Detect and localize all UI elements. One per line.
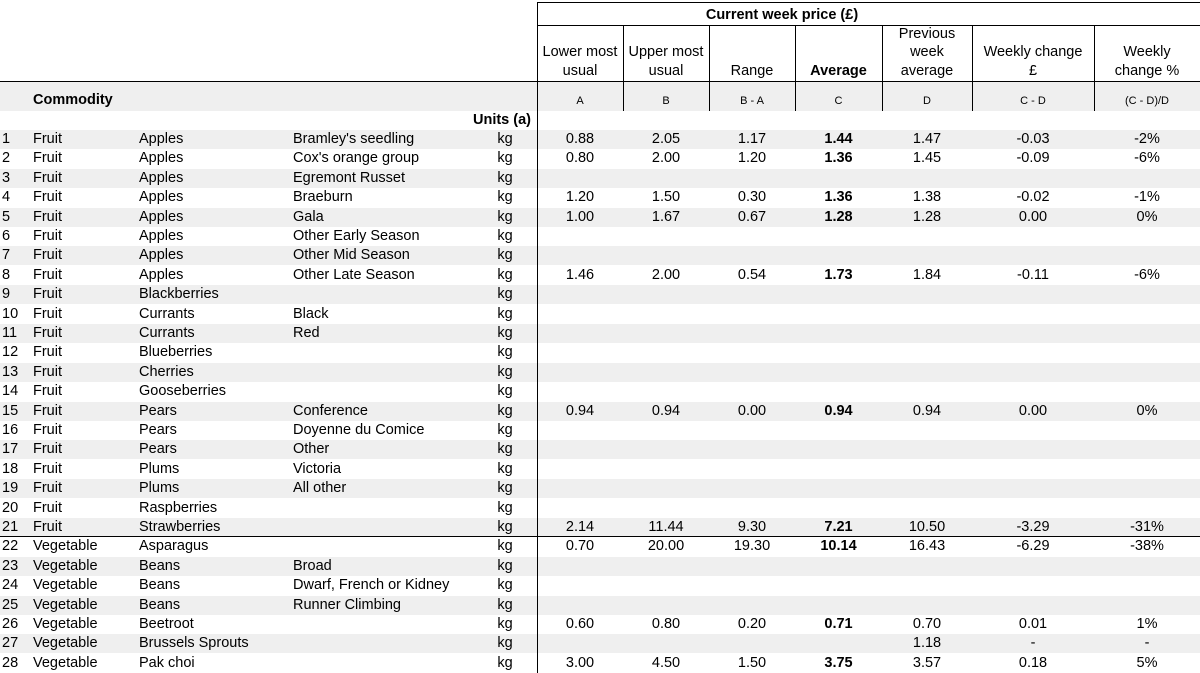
row-number: 14: [2, 383, 19, 400]
row-value-a: 0.80: [565, 150, 595, 167]
row-variety: Dwarf, French or Kidney: [293, 577, 450, 594]
units-label: Units (a): [473, 112, 531, 128]
row-value-r: 19.30: [733, 538, 771, 555]
row-variety: Cox's orange group: [293, 150, 420, 167]
row-category: Vegetable: [33, 557, 98, 574]
row-number: 11: [2, 325, 18, 341]
row-number: 16: [2, 422, 19, 438]
row-band: [0, 440, 1200, 459]
column-header-line: Previous: [898, 25, 956, 42]
row-value-a: 1.20: [565, 189, 595, 206]
row-category: Fruit: [33, 131, 62, 147]
row-number: 2: [2, 150, 11, 167]
row-value-a: 3.00: [565, 654, 595, 671]
column-code: D: [923, 95, 931, 107]
row-unit: kg: [497, 441, 513, 458]
row-number: 17: [2, 441, 19, 458]
row-unit: kg: [497, 131, 513, 147]
row-value-b: 4.50: [651, 654, 681, 671]
row-number: 20: [2, 499, 19, 516]
row-commodity: Pears: [139, 422, 177, 438]
row-category: Fruit: [33, 305, 62, 322]
row-number: 22: [2, 538, 19, 555]
row-value-c: 0.71: [824, 616, 853, 632]
row-value-chg: -0.02: [1016, 189, 1050, 206]
row-variety: Other: [293, 441, 330, 458]
row-value-a: 2.14: [565, 519, 595, 535]
row-value-c: 10.14: [820, 538, 857, 555]
row-number: 15: [2, 402, 19, 419]
row-unit: kg: [497, 344, 513, 361]
row-value-c: 1.28: [824, 208, 853, 225]
row-value-c: 7.21: [824, 519, 853, 535]
row-category: Fruit: [33, 363, 62, 380]
row-value-chg: -0.11: [1017, 266, 1049, 283]
row-variety: Gala: [293, 208, 324, 225]
row-value-b: 2.00: [651, 266, 681, 283]
row-value-d: 1.47: [912, 131, 942, 147]
row-value-b: 2.00: [651, 150, 681, 167]
row-number: 7: [2, 247, 11, 264]
row-variety: Other Late Season: [293, 266, 415, 283]
row-commodity: Raspberries: [139, 499, 218, 516]
row-number: 10: [2, 305, 19, 322]
row-value-d: 1.38: [912, 189, 942, 206]
row-variety: Other Mid Season: [293, 247, 410, 264]
row-value-b: 11.44: [648, 519, 684, 535]
row-value-pct: -1%: [1134, 189, 1160, 206]
row-number: 13: [2, 363, 19, 380]
row-value-d: 1.28: [912, 208, 942, 225]
row-category: Fruit: [33, 266, 62, 283]
row-category: Vegetable: [33, 577, 98, 594]
row-variety: Other Early Season: [293, 228, 420, 244]
row-unit: kg: [497, 480, 513, 497]
column-header-line: usual: [562, 62, 598, 79]
row-number: 21: [2, 519, 19, 535]
row-value-a: 0.88: [565, 131, 595, 147]
row-category: Fruit: [33, 460, 62, 477]
row-category: Fruit: [33, 422, 62, 438]
row-number: 12: [2, 344, 19, 361]
row-value-c: 1.44: [824, 131, 853, 147]
row-commodity: Beans: [139, 596, 181, 613]
row-variety: Black: [293, 305, 329, 322]
row-value-pct: -: [1144, 635, 1150, 652]
column-header-line: Upper most: [628, 44, 704, 60]
row-unit: kg: [497, 422, 513, 438]
row-value-a: 0.94: [565, 402, 595, 419]
row-commodity: Currants: [139, 325, 195, 341]
row-value-b: 0.80: [651, 616, 681, 632]
row-variety: Victoria: [293, 460, 342, 477]
group-title: Current week price (£): [705, 7, 859, 23]
row-value-pct: -6%: [1134, 150, 1160, 167]
row-unit: kg: [497, 557, 513, 574]
column-header-line: Weekly change: [983, 44, 1083, 60]
group-title-underline: [537, 25, 1200, 26]
row-unit: kg: [497, 228, 513, 244]
column-header-line: week: [910, 44, 944, 60]
row-unit: kg: [497, 247, 513, 264]
row-commodity: Brussels Sprouts: [139, 635, 249, 652]
row-commodity: Pak choi: [139, 654, 195, 671]
row-value-pct: -31%: [1130, 519, 1164, 535]
row-unit: kg: [497, 286, 513, 303]
row-value-d: 1.18: [912, 635, 942, 652]
row-value-chg: -: [1030, 635, 1036, 652]
row-number: 23: [2, 557, 19, 574]
column-code: B: [662, 95, 670, 107]
row-value-d: 1.84: [912, 266, 942, 283]
header-top-border: [537, 2, 1200, 3]
row-value-r: 1.17: [737, 131, 767, 147]
row-category: Vegetable: [33, 635, 98, 652]
row-category: Fruit: [33, 499, 62, 516]
row-commodity: Asparagus: [139, 538, 209, 555]
row-commodity: Pears: [139, 441, 177, 458]
row-value-r: 0.30: [737, 189, 767, 206]
row-commodity: Apples: [139, 131, 184, 147]
row-value-d: 10.50: [908, 519, 946, 535]
row-variety: Bramley's seedling: [293, 131, 415, 147]
column-header-line: Lower most: [542, 44, 618, 60]
row-value-chg: 0.00: [1018, 208, 1048, 225]
row-unit: kg: [497, 208, 513, 225]
row-variety: Broad: [293, 557, 332, 574]
row-variety: Braeburn: [293, 189, 353, 206]
row-value-pct: 5%: [1136, 654, 1158, 671]
row-category: Fruit: [33, 286, 62, 303]
column-header-line: average: [900, 62, 954, 79]
row-value-a: 0.70: [565, 538, 595, 555]
row-value-r: 0.54: [737, 266, 767, 283]
column-header-line: Average: [810, 62, 867, 79]
column-code: C: [834, 95, 843, 107]
row-unit: kg: [497, 266, 513, 283]
row-value-chg: -3.29: [1016, 519, 1050, 535]
row-value-pct: -6%: [1134, 266, 1160, 283]
row-commodity: Apples: [139, 208, 184, 225]
row-category: Fruit: [33, 441, 62, 458]
row-commodity: Blueberries: [139, 344, 213, 361]
row-unit: kg: [497, 402, 513, 419]
row-variety: Runner Climbing: [293, 596, 401, 613]
row-value-a: 1.46: [565, 266, 595, 283]
column-code: (C - D)/D: [1125, 95, 1169, 107]
row-commodity: Apples: [139, 169, 184, 186]
column-header-line: usual: [648, 62, 684, 79]
row-value-chg: -6.29: [1016, 538, 1050, 555]
row-category: Fruit: [33, 325, 62, 341]
row-category: Fruit: [33, 383, 62, 400]
row-category: Vegetable: [33, 596, 98, 613]
row-value-c: 1.36: [824, 150, 853, 167]
row-category: Vegetable: [33, 538, 98, 555]
row-commodity: Blackberries: [139, 286, 219, 303]
row-value-a: 0.60: [565, 616, 595, 632]
row-commodity: Beans: [139, 577, 181, 594]
row-value-r: 1.50: [737, 654, 767, 671]
row-value-b: 20.00: [647, 538, 685, 555]
column-header-line: change %: [1114, 62, 1180, 79]
row-category: Fruit: [33, 480, 62, 497]
column-code: C - D: [1020, 95, 1046, 107]
row-commodity: Beetroot: [139, 616, 194, 632]
row-variety: Egremont Russet: [293, 169, 406, 186]
row-value-d: 0.94: [912, 402, 942, 419]
row-number: 27: [2, 635, 19, 652]
row-number: 18: [2, 460, 19, 477]
row-value-r: 1.20: [737, 150, 767, 167]
row-category: Fruit: [33, 344, 62, 361]
row-unit: kg: [497, 577, 513, 594]
row-value-pct: -2%: [1134, 131, 1160, 147]
row-value-b: 1.50: [651, 189, 681, 206]
column-header-line: Range: [730, 62, 774, 79]
row-category: Fruit: [33, 519, 62, 535]
row-number: 19: [2, 480, 19, 497]
commodity-label: Commodity: [33, 92, 113, 108]
row-number: 8: [2, 266, 11, 283]
row-value-pct: 0%: [1136, 402, 1158, 419]
row-commodity: Apples: [139, 150, 184, 167]
column-header-line: Weekly: [1123, 44, 1171, 60]
row-commodity: Cherries: [139, 363, 194, 380]
row-value-c: 0.94: [824, 402, 853, 419]
row-value-r: 9.30: [737, 519, 767, 535]
row-unit: kg: [497, 363, 513, 380]
row-value-r: 0.67: [737, 208, 767, 225]
row-category: Fruit: [33, 150, 62, 167]
row-category: Fruit: [33, 228, 62, 244]
column-header-line: £: [1028, 62, 1038, 79]
row-value-d: 16.43: [908, 538, 946, 555]
row-value-chg: 0.00: [1018, 402, 1048, 419]
row-commodity: Apples: [139, 266, 184, 283]
row-value-c: 1.36: [824, 189, 853, 206]
row-value-b: 2.05: [651, 131, 681, 147]
header-bottom-border: [0, 81, 1200, 82]
row-category: Fruit: [33, 247, 62, 264]
row-value-chg: -0.03: [1016, 131, 1050, 147]
row-value-pct: 0%: [1136, 208, 1158, 225]
row-unit: kg: [497, 635, 513, 652]
row-value-d: 1.45: [912, 150, 942, 167]
row-category: Vegetable: [33, 654, 98, 671]
row-commodity: Plums: [139, 460, 180, 477]
row-value-b: 1.67: [651, 208, 681, 225]
row-unit: kg: [497, 596, 513, 613]
row-number: 6: [2, 228, 11, 244]
row-number: 25: [2, 596, 19, 613]
row-value-chg: 0.01: [1018, 616, 1048, 632]
row-commodity: Apples: [139, 228, 184, 244]
row-commodity: Currants: [139, 305, 195, 322]
row-category: Fruit: [33, 189, 62, 206]
row-variety: All other: [293, 480, 347, 497]
row-unit: kg: [497, 383, 513, 400]
row-unit: kg: [497, 189, 513, 206]
row-unit: kg: [497, 305, 513, 322]
row-value-r: 0.20: [737, 616, 767, 632]
row-value-chg: 0.18: [1018, 654, 1048, 671]
row-commodity: Pears: [139, 402, 177, 419]
row-unit: kg: [497, 325, 513, 341]
row-value-d: 3.57: [912, 654, 942, 671]
row-unit: kg: [497, 616, 513, 632]
row-commodity: Strawberries: [139, 519, 221, 535]
row-number: 1: [2, 131, 11, 147]
row-unit: kg: [497, 169, 513, 186]
row-unit: kg: [497, 538, 513, 555]
row-commodity: Plums: [139, 480, 180, 497]
row-unit: kg: [497, 654, 513, 671]
row-variety: Red: [293, 325, 320, 341]
row-value-chg: -0.09: [1016, 150, 1050, 167]
row-number: 26: [2, 616, 19, 632]
row-value-b: 0.94: [651, 402, 681, 419]
row-value-d: 0.70: [912, 616, 942, 632]
row-value-pct: -38%: [1130, 538, 1164, 555]
row-value-pct: 1%: [1136, 616, 1158, 632]
row-number: 5: [2, 208, 11, 225]
row-number: 4: [2, 189, 11, 206]
row-unit: kg: [497, 460, 513, 477]
row-value-c: 1.73: [824, 266, 853, 283]
row-value-a: 1.00: [565, 208, 595, 225]
row-value-r: 0.00: [737, 402, 767, 419]
row-commodity: Gooseberries: [139, 383, 227, 400]
row-number: 3: [2, 169, 11, 186]
row-unit: kg: [497, 150, 513, 167]
row-variety: Conference: [293, 402, 368, 419]
row-category: Fruit: [33, 169, 62, 186]
column-code: B - A: [740, 95, 764, 107]
row-commodity: Beans: [139, 557, 181, 574]
row-variety: Doyenne du Comice: [293, 422, 425, 438]
row-number: 28: [2, 654, 19, 671]
column-code: A: [576, 95, 584, 107]
row-number: 24: [2, 577, 19, 594]
row-category: Vegetable: [33, 616, 98, 632]
row-band: [0, 479, 1200, 498]
row-commodity: Apples: [139, 247, 184, 264]
row-number: 9: [2, 286, 11, 303]
row-value-c: 3.75: [824, 654, 853, 671]
row-unit: kg: [497, 499, 513, 516]
row-commodity: Apples: [139, 189, 184, 206]
row-category: Fruit: [33, 402, 62, 419]
row-unit: kg: [497, 519, 513, 535]
row-category: Fruit: [33, 208, 62, 225]
